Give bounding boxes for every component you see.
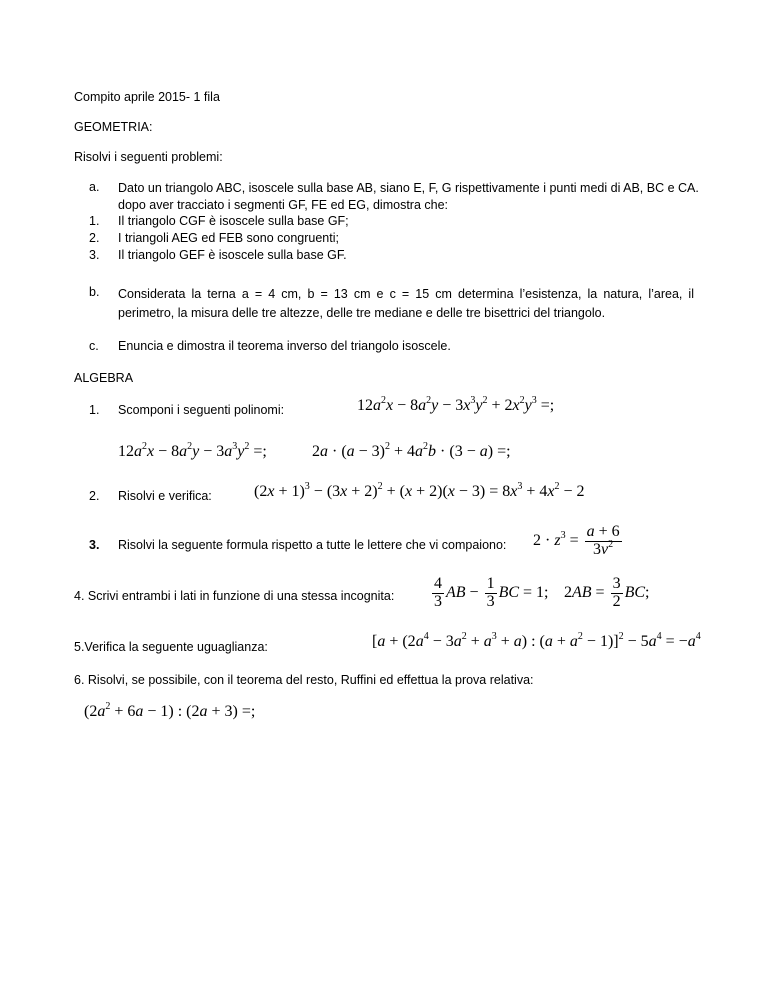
ex3-text: Risolvi la seguente formula rispetto a tutte le lettere che vi compaiono: <box>118 538 507 552</box>
ex1-polynomial-1: $12a^2x - 8a^2y - 3x^3y^2 + 2x^2y^3$ =; <box>357 395 555 414</box>
problem-b-text: Considerata la terna a = 4 cm, b = 13 cm e c = 15 cm determina l’esistenza, la natura, l’area, il perimetro, la misura delle tre altezze, delle tre mediane e delle tre bisettrici del triangolo. <box>118 287 694 320</box>
problem-a-item-2: I triangoli AEG ed FEB sono congruenti; <box>118 231 339 245</box>
algebra-title: ALGEBRA <box>74 371 134 385</box>
ex1-polynomial-3: $2a \cdot (a - 3)^2 + 4a^2b \cdot (3 - a)$ =; <box>312 441 511 460</box>
problem-a-item-3: Il triangolo GEF è isoscele sulla base GF. <box>118 248 347 262</box>
ex3-formula: $2 \cdot z^3$ = $\frac{a + 6}{3v^2}$ <box>533 523 620 558</box>
ex5-text: 5.Verifica la seguente uguaglianza: <box>74 640 268 654</box>
problem-c-marker: c. <box>89 339 99 353</box>
problem-a-item-3-marker: 3. <box>89 248 100 262</box>
problem-b-marker: b. <box>89 285 100 299</box>
problem-a-text: Dato un triangolo ABC, isoscele sulla base AB, siano E, F, G rispettivamente i punti medi di AB, BC e CA. dopo aver tracciato i segmenti GF, FE ed EG, dimostra che: <box>118 181 699 212</box>
ex5-equation: [$a + (2a^4 - 3a^2 + a^3 + a)$ : $(a + a^2 - 1)]^2 - 5a^4 = -a^4$ <box>372 631 701 650</box>
ex2-marker: 2. <box>89 489 100 503</box>
document-header: Compito aprile 2015- 1 fila <box>74 90 220 104</box>
problem-a-item-1: Il triangolo CGF è isoscele sulla base GF; <box>118 214 349 228</box>
ex2-equation: $(2x + 1)^3 - (3x + 2)^2 + (x + 2)(x - 3) = 8x^3 + 4x^2 - 2$ <box>254 481 585 500</box>
ex3-marker: 3. <box>89 538 100 552</box>
ex2-text: Risolvi e verifica: <box>118 489 212 503</box>
ex6-division: $(2a^2 + 6a - 1)$ : (2a + 3) =; <box>84 701 256 720</box>
problem-a-item-1-marker: 1. <box>89 214 100 228</box>
problem-a-marker: a. <box>89 180 100 194</box>
geometry-intro: Risolvi i seguenti problemi: <box>74 150 223 164</box>
ex4-text: 4. Scrivi entrambi i lati in funzione di una stessa incognita: <box>74 589 395 603</box>
ex1-text: Scomponi i seguenti polinomi: <box>118 403 285 417</box>
geometry-title: GEOMETRIA: <box>74 120 153 134</box>
ex6-text: 6. Risolvi, se possibile, con il teorema del resto, Ruffini ed effettua la prova relativa: <box>74 673 534 687</box>
ex4-equation-1: $\frac{4}{3}$ AB − $\frac{1}{3}$ BC = 1; <box>434 575 549 610</box>
ex1-marker: 1. <box>89 403 100 417</box>
ex1-polynomial-2: $12a^2x - 8a^2y - 3a^3y^2$ =; <box>118 441 267 460</box>
ex4-equation-2: 2AB = $\frac{3}{2}$ BC; <box>564 575 650 610</box>
problem-a-item-2-marker: 2. <box>89 231 100 245</box>
problem-c-text: Enuncia e dimostra il teorema inverso del triangolo isoscele. <box>118 339 451 353</box>
